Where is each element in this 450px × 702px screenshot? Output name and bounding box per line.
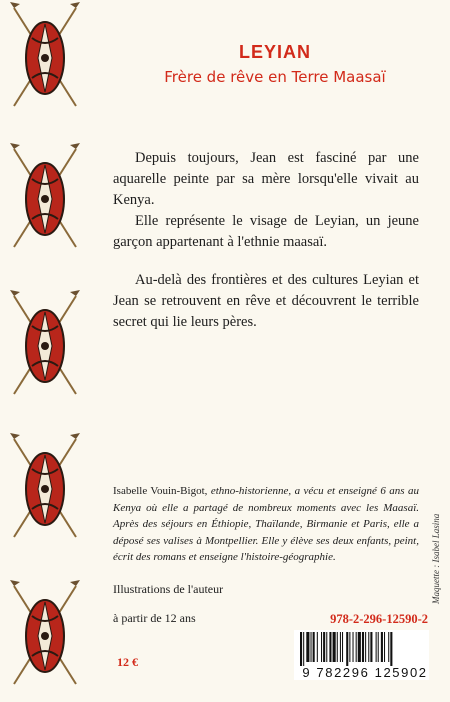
barcode-bar <box>358 632 361 662</box>
barcode-bar <box>368 632 369 662</box>
barcode-number: 9 782296 125902 <box>302 665 428 680</box>
barcode-bar <box>340 632 341 662</box>
barcode-bar <box>353 632 354 662</box>
barcode-bar <box>337 632 338 662</box>
barcode-bar <box>349 632 350 662</box>
price: 12 € <box>117 655 138 669</box>
barcode-bar <box>388 632 389 662</box>
book-subtitle: Frère de rêve en Terre Maasaï <box>164 68 386 86</box>
barcode-bar <box>370 632 372 662</box>
barcode-bar <box>321 632 322 662</box>
barcode-bar <box>326 632 327 662</box>
barcode-bar <box>378 632 379 662</box>
maasai-shield-icon <box>2 143 88 253</box>
barcode-bar <box>323 632 325 662</box>
isbn: 978-2-296-12590-2 <box>330 612 428 626</box>
barcode-bar <box>362 632 364 662</box>
barcode-bar <box>329 632 331 662</box>
barcode-bar <box>311 632 312 662</box>
blurb-paragraph: Elle représente le visage de Leyian, un jeune garçon appartenant à l'ethnie maasaï. <box>113 213 419 250</box>
blurb <box>113 148 419 333</box>
barcode-bars-icon <box>294 630 429 666</box>
barcode-bar <box>317 632 318 662</box>
barcode-bar <box>365 632 366 662</box>
barcode-bar <box>342 632 343 662</box>
barcode-bar <box>376 632 377 662</box>
maasai-shield-icon <box>2 433 88 543</box>
maasai-shield-icon <box>2 290 88 400</box>
barcode-bar <box>381 632 383 662</box>
illustrations-credit: Illustrations de l'auteur <box>113 582 224 596</box>
barcode-bar <box>390 632 392 666</box>
blurb-paragraph: Depuis toujours, Jean est fasciné par une aquarelle peinte par sa mère lorsqu'elle vivait au Kenya. <box>113 150 419 208</box>
author-bio <box>113 483 419 566</box>
author-bio-text: ethno-historienne, a vécu et enseigné 6 ans au Kenya où elle a partagé de nombreux moments avec les Maasaï. Après des séjours en Éthiopie, Thaïlande, Birmanie et Paris, elle a déposé ses valises à Montpellier. Elle y élève ses deux enfants, peint, écrit des romans et enseigne l'histoire-géographie. <box>113 485 420 563</box>
shield-column <box>0 0 90 702</box>
maasai-shield-icon <box>2 580 88 690</box>
barcode-bar <box>384 632 385 662</box>
maasai-shield-icon <box>2 2 88 112</box>
barcode-bar <box>333 632 336 662</box>
barcode-bar <box>306 632 309 662</box>
barcode-bar <box>346 632 348 666</box>
barcode-bar <box>356 632 357 662</box>
blurb-paragraph: Au-delà des frontières et des cultures Leyian et Jean se retrouvent en rêve et découvrent le terrible secret qui lie leurs pères. <box>113 272 419 330</box>
book-title: LEYIAN <box>238 42 311 62</box>
maquette-credit: Maquette : Isabel Lasina <box>431 513 441 604</box>
author-name: Isabelle Vouin-Bigot, <box>113 485 208 497</box>
barcode-bar <box>313 632 315 662</box>
barcode-bar <box>303 632 304 666</box>
age-range: à partir de 12 ans <box>113 611 196 625</box>
barcode-bar <box>300 632 302 666</box>
